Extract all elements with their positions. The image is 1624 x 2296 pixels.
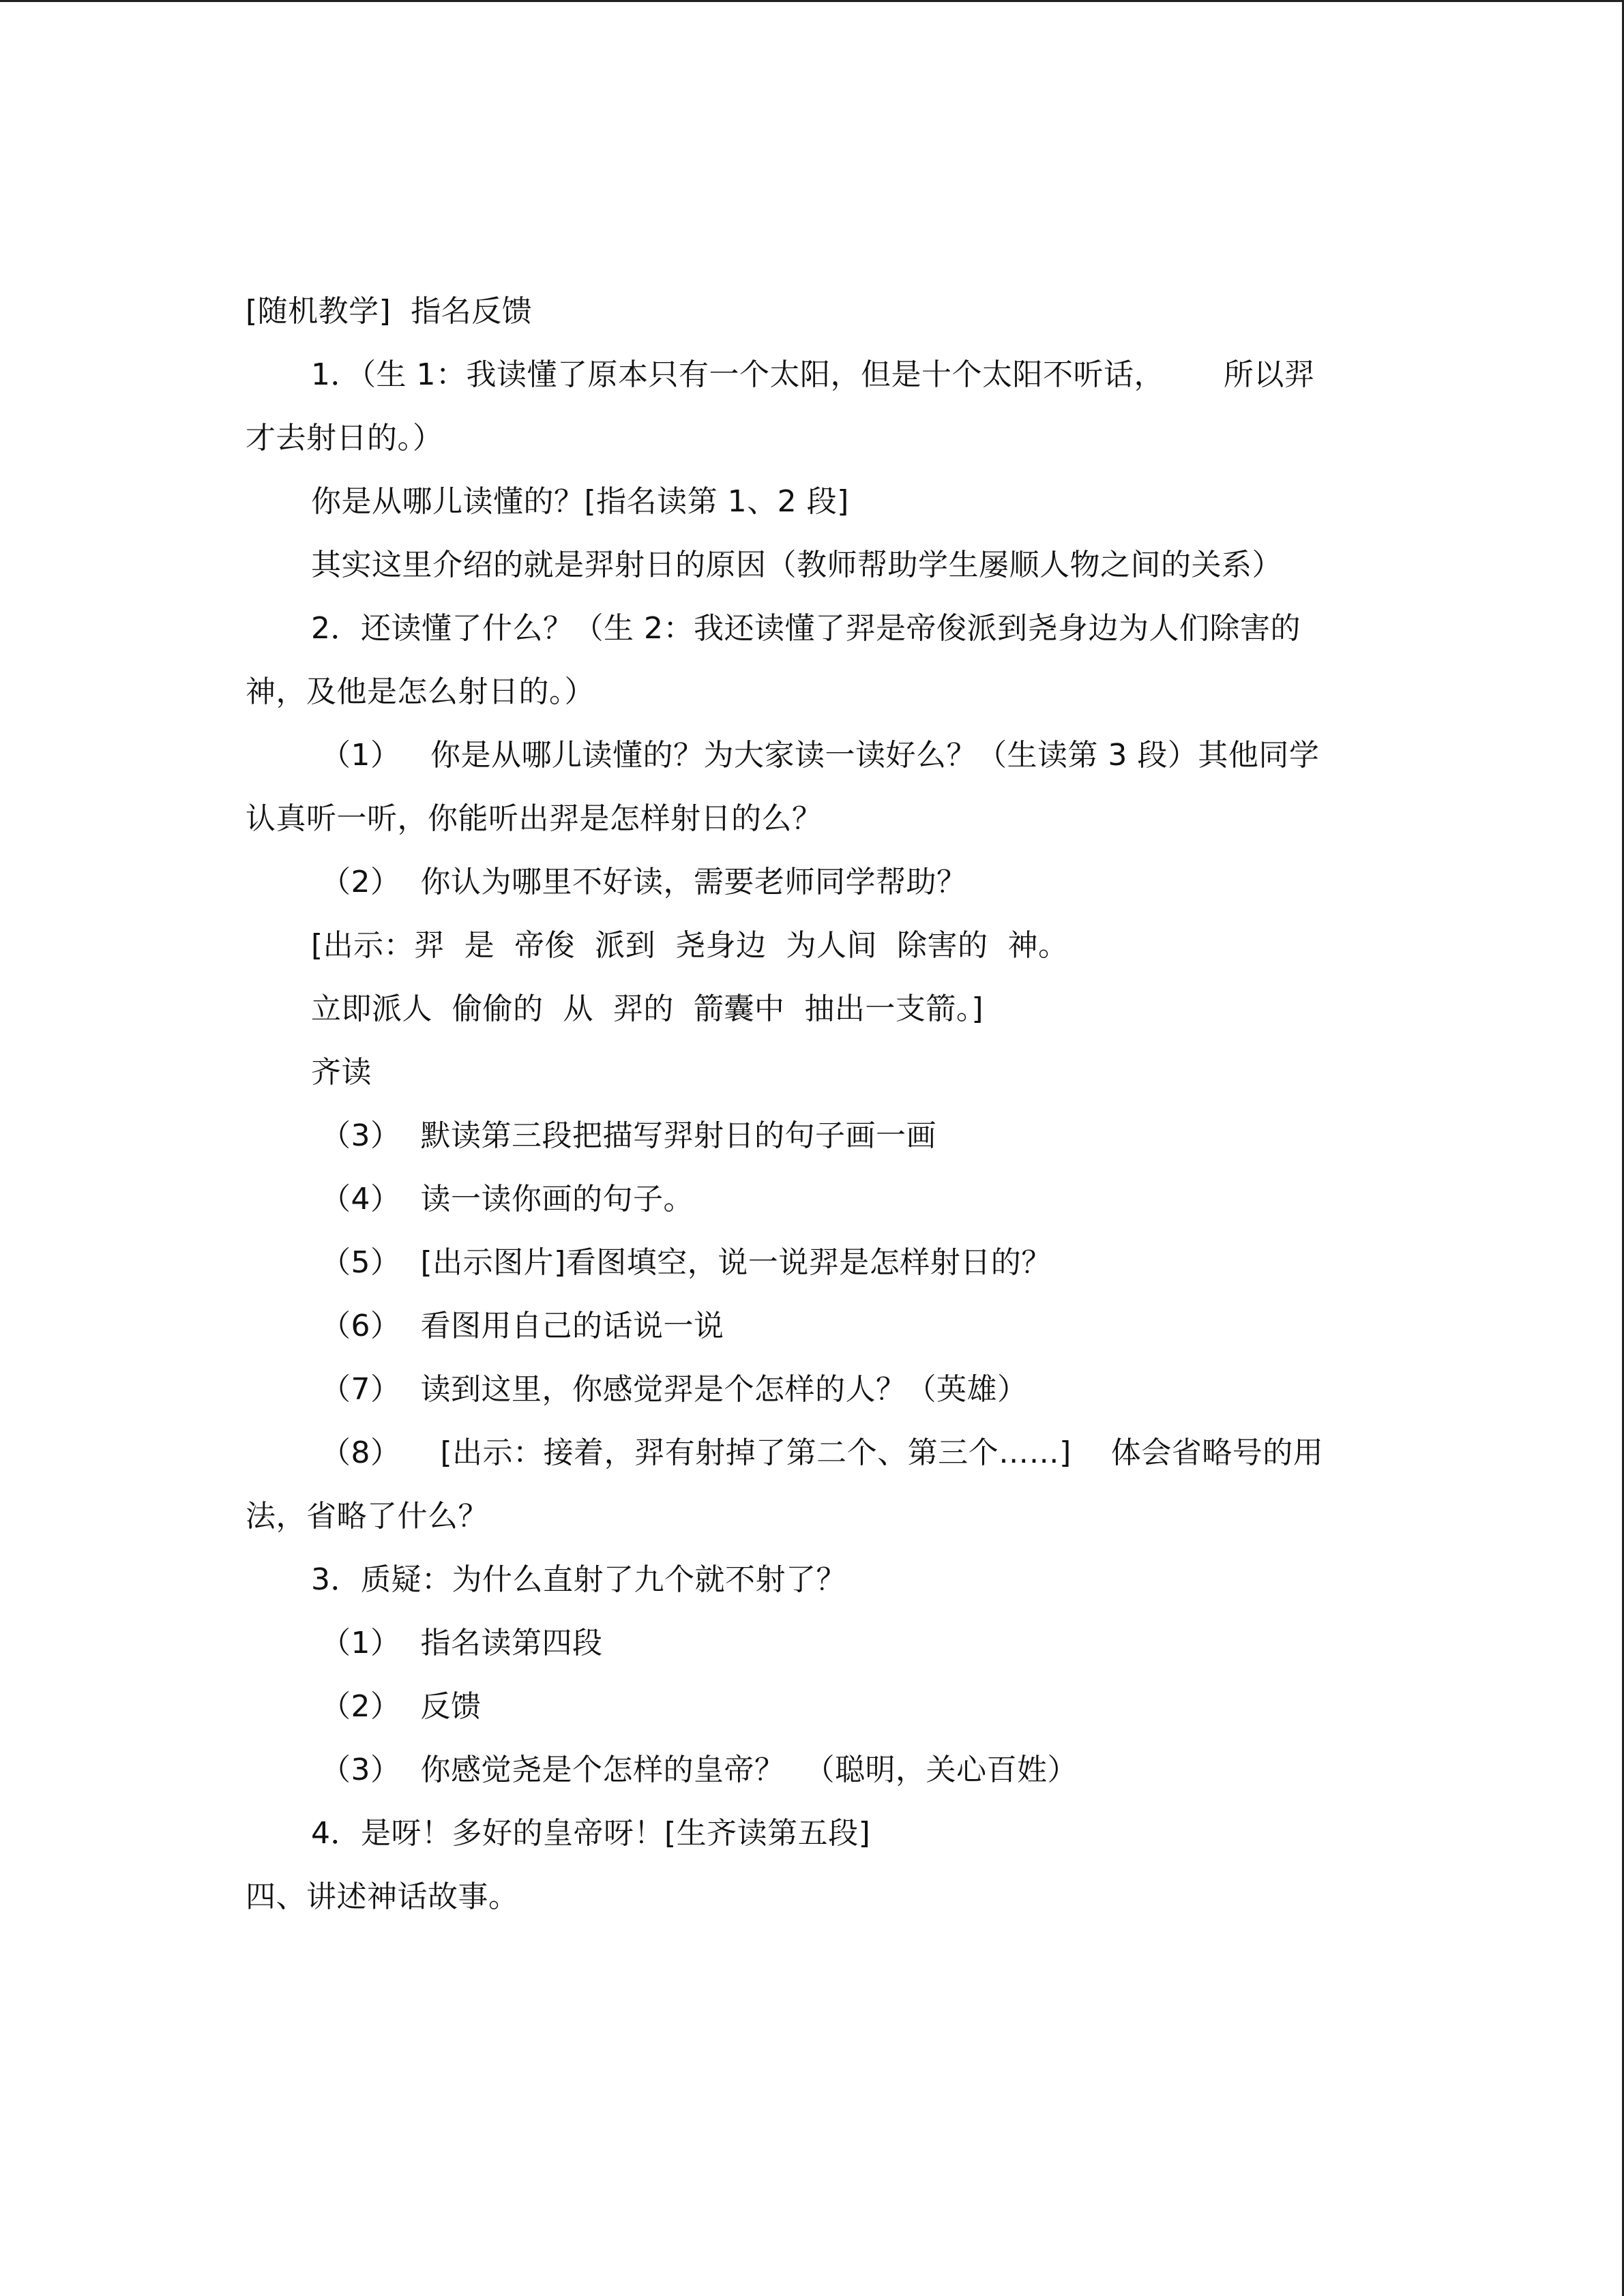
display-line-1: [出示：羿 是 帝俊 派到 尧身边 为人间 除害的 神。: [311, 928, 1069, 963]
item-2-line-1: 2．还读懂了什么？（生 2：我还读懂了羿是帝俊派到尧身边为人们除害的: [311, 611, 1301, 646]
sub-item-4: （4） 读一读你画的句子。: [321, 1182, 694, 1217]
item-1-line-2: 才去射日的。）: [246, 421, 443, 456]
sub-item-1-line-1: （1） 你是从哪儿读懂的？为大家读一读好么？（生读第 3 段）其他同学: [321, 738, 1320, 773]
sub-item-1-line-2: 认真听一听，你能听出羿是怎样射日的么？: [246, 801, 823, 836]
item-3-sub-2: （2） 反馈: [321, 1689, 482, 1724]
item-3: 3．质疑：为什么直射了九个就不射了？: [311, 1562, 846, 1597]
sub-item-6: （6） 看图用自己的话说一说: [321, 1309, 724, 1343]
document-body: [246, 280, 1381, 1928]
sub-item-7: （7） 读到这里，你感觉羿是个怎样的人？（英雄）: [321, 1372, 1028, 1407]
display-line-2: 立即派人 偷偷的 从 羿的 箭囊中 抽出一支箭。]: [311, 992, 984, 1026]
read-together: 齐读: [311, 1055, 372, 1090]
sub-item-5: （5） [出示图片]看图填空，说一说羿是怎样射日的？: [321, 1245, 1052, 1280]
item-4: 4．是呀！多好的皇帝呀！[生齐读第五段]: [311, 1816, 871, 1851]
question-where-read: 你是从哪儿读懂的？[指名读第 1、2 段]: [311, 484, 849, 519]
sub-item-8-line-1: （8） [出示：接着，羿有射掉了第二个、第三个……] 体会省略号的用: [321, 1435, 1324, 1470]
section-heading-random-teaching: [随机教学] 指名反馈: [246, 294, 533, 329]
item-3-sub-3: （3） 你感觉尧是个怎样的皇帝？ （聪明，关心百姓）: [321, 1753, 1078, 1787]
section-heading-four: 四、讲述神话故事。: [246, 1879, 519, 1914]
item-2-line-2: 神，及他是怎么射日的。）: [246, 674, 595, 709]
sub-item-3: （3） 默读第三段把描写羿射日的句子画一画: [321, 1118, 936, 1153]
sub-item-8-line-2: 法，省略了什么？: [246, 1499, 488, 1534]
note-reason: 其实这里介绍的就是羿射日的原因（教师帮助学生屡顺人物之间的关系）: [311, 548, 1282, 582]
item-3-sub-1: （1） 指名读第四段: [321, 1626, 603, 1660]
sub-item-2: （2） 你认为哪里不好读，需要老师同学帮助？: [321, 865, 967, 899]
item-1-line-1: 1．（生 1：我读懂了原本只有一个太阳，但是十个太阳不听话， 所以羿: [311, 357, 1315, 392]
page-top-border: [0, 0, 1624, 2]
